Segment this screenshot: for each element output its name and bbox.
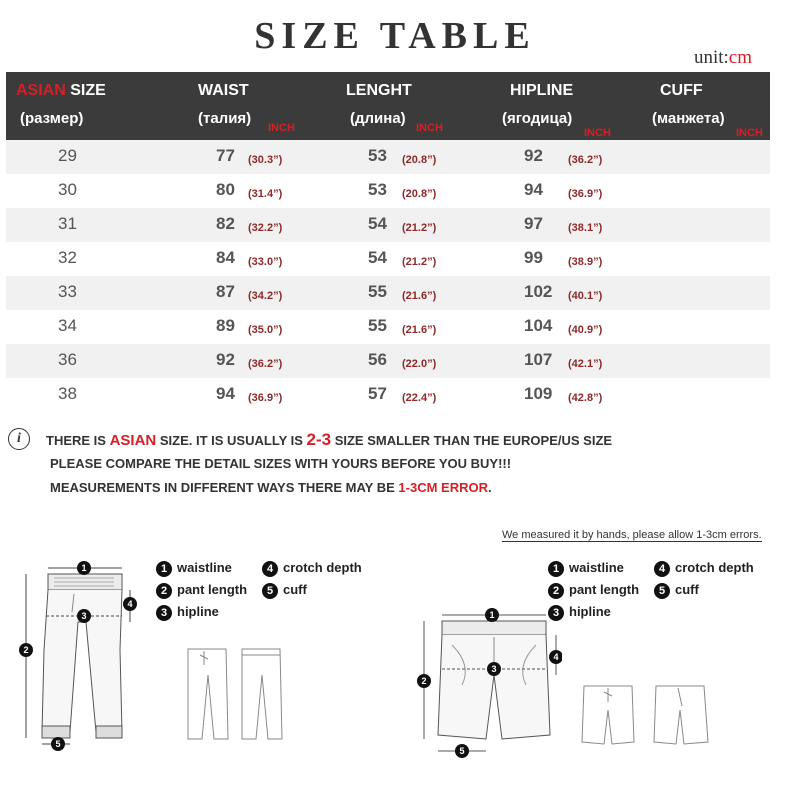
- mark-3-text: 3: [81, 611, 87, 621]
- badge-2: 2: [548, 583, 564, 599]
- cell-waist-container: [138, 344, 288, 378]
- pants-sketch-icon: [180, 645, 290, 745]
- info-icon: i: [8, 428, 30, 450]
- cell-waist: 94: [216, 384, 235, 403]
- cell-length: 54: [368, 248, 387, 267]
- note-1-red: ASIAN: [109, 432, 157, 449]
- note-3-red: 1-3CM ERROR: [398, 480, 488, 495]
- badge-1: 1: [548, 561, 564, 577]
- shorts-mark-1-text: 1: [489, 610, 495, 620]
- badge-4: 4: [654, 561, 670, 577]
- cell-cuff-container: [596, 344, 770, 378]
- cell-waist-inch: (31.4”): [248, 188, 283, 200]
- cell-length-inch: (21.6”): [402, 324, 437, 336]
- cell-hip-container: [444, 378, 603, 412]
- cell-waist-container: [138, 208, 288, 242]
- mark-4-text: 4: [127, 599, 133, 609]
- pants-measure-diagram: [14, 560, 144, 756]
- cell-waist: 77: [216, 146, 235, 165]
- cell-waist-inch: (36.9”): [248, 392, 283, 404]
- unit-prefix: unit:: [693, 47, 729, 68]
- cell-hipline-inch: (42.8”): [568, 392, 603, 404]
- header-hipline-label: HIPLINE: [510, 82, 574, 99]
- header-cuff: [596, 72, 770, 140]
- cell-size: 29: [58, 146, 77, 165]
- cell-length-inch: (21.2”): [402, 222, 437, 234]
- cell-cuff-container: [596, 208, 770, 242]
- legend-text-crotch: crotch depth: [675, 560, 754, 575]
- cell-waist-inch: (33.0”): [248, 256, 283, 268]
- cell-hipline: 99: [524, 248, 543, 267]
- cell-waist-container: [138, 140, 288, 174]
- cell-waist-container: [138, 378, 288, 412]
- note-line-1: [46, 430, 612, 450]
- note-1-text-b: SIZE. IT IS USUALLY IS: [156, 433, 307, 448]
- cell-waist-inch: (36.2”): [248, 358, 283, 370]
- mark-2-text: 2: [23, 645, 29, 655]
- legend-text-cuff: cuff: [675, 582, 699, 597]
- cell-length-container: [288, 344, 444, 378]
- header-size-accent: ASIAN: [16, 82, 66, 99]
- cell-hip-container: [444, 174, 603, 208]
- legend-item-pant-length: [156, 582, 247, 599]
- table-row: [6, 174, 770, 208]
- header-cuff-inch: INCH: [736, 127, 763, 139]
- cell-waist: 80: [216, 180, 235, 199]
- cell-waist: 89: [216, 316, 235, 335]
- cell-length-container: [288, 174, 444, 208]
- table-row: [6, 344, 770, 378]
- header-length-inch: INCH: [416, 122, 443, 134]
- header-size-sub: (размер): [20, 110, 84, 127]
- unit-label: [694, 47, 752, 69]
- cell-length-container: [288, 242, 444, 276]
- cell-length-inch: (21.2”): [402, 256, 437, 268]
- measured-note: We measured it by hands, please allow 1-3cm errors.: [502, 529, 762, 541]
- cell-length-inch: (20.8”): [402, 154, 437, 166]
- cell-length: 55: [368, 282, 387, 301]
- header-hipline: [444, 72, 611, 140]
- table-row: [6, 276, 770, 310]
- size-table: [6, 72, 770, 412]
- cell-cuff-container: [596, 378, 770, 412]
- legend-text-pant-length: pant length: [177, 582, 248, 597]
- legend-item-waistline: [156, 560, 232, 577]
- cell-hipline: 102: [524, 282, 553, 301]
- cell-waist-container: [138, 242, 288, 276]
- cell-size-container: [6, 242, 138, 276]
- cell-length-inch: (21.6”): [402, 290, 437, 302]
- cell-size: 36: [58, 350, 77, 369]
- badge-5: 5: [262, 583, 278, 599]
- legend-text-waistline: waistline: [177, 560, 232, 575]
- cell-hipline-inch: (38.1”): [568, 222, 603, 234]
- cell-hipline-inch: (40.1”): [568, 290, 603, 302]
- table-row: [6, 310, 770, 344]
- badge-4: 4: [262, 561, 278, 577]
- legend-item-hipline: [156, 604, 219, 621]
- cell-hipline: 92: [524, 146, 543, 165]
- note-line-2: PLEASE COMPARE THE DETAIL SIZES WITH YOURS BEFORE YOU BUY!!!: [50, 456, 512, 471]
- header-cuff-sub: (манжета): [652, 110, 725, 127]
- cell-cuff-container: [596, 174, 770, 208]
- legend-text-cuff: cuff: [283, 582, 307, 597]
- cell-waist-inch: (34.2”): [248, 290, 283, 302]
- cell-size-container: [6, 344, 138, 378]
- shorts-mark-4-text: 4: [553, 652, 559, 662]
- cell-waist-container: [138, 276, 288, 310]
- cell-hipline-inch: (36.2”): [568, 154, 603, 166]
- header-waist-inch: INCH: [268, 122, 295, 134]
- cell-hipline-inch: (40.9”): [568, 324, 603, 336]
- cell-size-container: [6, 276, 138, 310]
- cell-length: 54: [368, 214, 387, 233]
- badge-1: 1: [156, 561, 172, 577]
- note-3-text-a: MEASUREMENTS IN DIFFERENT WAYS THERE MAY BE: [50, 480, 399, 495]
- table-row: [6, 378, 770, 412]
- badge-5: 5: [654, 583, 670, 599]
- table-row: [6, 242, 770, 276]
- note-1-text-a: THERE IS: [46, 433, 110, 448]
- legend-text-crotch: crotch depth: [283, 560, 362, 575]
- legend-text-hipline: hipline: [177, 604, 219, 619]
- cell-size-container: [6, 378, 138, 412]
- cell-size-container: [6, 140, 138, 174]
- cell-size: 31: [58, 214, 77, 233]
- legend-text-waistline: waistline: [569, 560, 624, 575]
- cell-length-container: [288, 140, 444, 174]
- shorts-mark-2-text: 2: [421, 676, 427, 686]
- badge-3: 3: [548, 605, 564, 621]
- cell-hipline: 104: [524, 316, 553, 335]
- cell-hipline: 107: [524, 350, 553, 369]
- cell-length: 53: [368, 180, 387, 199]
- cell-hip-container: [444, 140, 603, 174]
- note-3-text-b: .: [487, 480, 492, 495]
- legend-text-hipline: hipline: [569, 604, 611, 619]
- header-cuff-label: CUFF: [660, 82, 703, 99]
- cell-length-inch: (22.0”): [402, 358, 437, 370]
- header-size-label: SIZE: [65, 82, 106, 99]
- badge-3: 3: [156, 605, 172, 621]
- cell-length-inch: (22.4”): [402, 392, 437, 404]
- cell-length-container: [288, 310, 444, 344]
- cell-length: 55: [368, 316, 387, 335]
- header-size: [6, 72, 138, 140]
- cell-length: 57: [368, 384, 387, 403]
- legend-item-cuff: [654, 582, 699, 599]
- note-1-text-c: SIZE SMALLER THAN THE EUROPE/US SIZE: [331, 433, 613, 448]
- cell-hip-container: [444, 208, 603, 242]
- cell-size-container: [6, 208, 138, 242]
- shorts-mark-5-text: 5: [459, 746, 465, 756]
- legend-item-crotch: [654, 560, 754, 577]
- header-hipline-sub: (ягодица): [502, 110, 573, 127]
- cell-cuff-container: [596, 310, 770, 344]
- cell-size: 34: [58, 316, 77, 335]
- header-waist-sub: (талия): [198, 110, 252, 127]
- cell-waist-inch: (32.2”): [248, 222, 283, 234]
- table-row: [6, 140, 770, 174]
- cell-waist: 82: [216, 214, 235, 233]
- unit-value: cm: [728, 47, 752, 68]
- cell-waist: 92: [216, 350, 235, 369]
- cell-length-container: [288, 378, 444, 412]
- header-length-sub: (длина): [350, 110, 406, 127]
- cell-hipline: 109: [524, 384, 553, 403]
- cell-waist-inch: (35.0”): [248, 324, 283, 336]
- cell-size-container: [6, 174, 138, 208]
- cell-size-container: [6, 310, 138, 344]
- cell-waist-container: [138, 174, 288, 208]
- cell-hipline: 94: [524, 180, 543, 199]
- shorts-mark-3-text: 3: [491, 664, 497, 674]
- cell-size: 38: [58, 384, 77, 403]
- cell-size: 33: [58, 282, 77, 301]
- cell-length: 53: [368, 146, 387, 165]
- legend-item-waistline: [548, 560, 624, 577]
- table-row: [6, 208, 770, 242]
- header-hipline-inch: INCH: [584, 127, 611, 139]
- cell-size: 30: [58, 180, 77, 199]
- cell-waist: 84: [216, 248, 235, 267]
- badge-2: 2: [156, 583, 172, 599]
- cell-hipline: 97: [524, 214, 543, 233]
- legend-item-cuff: [262, 582, 307, 599]
- cell-hip-container: [444, 344, 603, 378]
- cell-hip-container: [444, 310, 603, 344]
- cell-hip-container: [444, 276, 603, 310]
- mark-5-text: 5: [55, 739, 61, 749]
- mark-1-text: 1: [81, 563, 87, 573]
- header-length: [288, 72, 444, 140]
- legend-text-pant-length: pant length: [569, 582, 640, 597]
- cell-hipline-inch: (42.1”): [568, 358, 603, 370]
- legend-item-crotch: [262, 560, 362, 577]
- cell-cuff-container: [596, 242, 770, 276]
- cell-cuff-container: [596, 276, 770, 310]
- page-title: SIZE TABLE: [254, 15, 536, 57]
- cell-waist-container: [138, 310, 288, 344]
- cell-length: 56: [368, 350, 387, 369]
- header-waist-label: WAIST: [198, 82, 249, 99]
- cell-cuff-container: [596, 140, 770, 174]
- note-1-red-2: 2-3: [306, 430, 332, 449]
- legend-item-pant-length: [548, 582, 639, 599]
- header-waist: [138, 72, 295, 140]
- cell-length-inch: (20.8”): [402, 188, 437, 200]
- cell-waist: 87: [216, 282, 235, 301]
- shorts-measure-diagram: [412, 605, 562, 765]
- cell-size: 32: [58, 248, 77, 267]
- shorts-sketch-icon: [578, 680, 718, 750]
- cell-hip-container: [444, 242, 603, 276]
- table-header-row: [6, 72, 770, 140]
- header-length-label: LENGHT: [346, 82, 412, 99]
- note-line-3: [50, 480, 492, 495]
- cell-hipline-inch: (36.9”): [568, 188, 603, 200]
- cell-length-container: [288, 208, 444, 242]
- cell-waist-inch: (30.3”): [248, 154, 283, 166]
- cell-hipline-inch: (38.9”): [568, 256, 603, 268]
- cell-length-container: [288, 276, 444, 310]
